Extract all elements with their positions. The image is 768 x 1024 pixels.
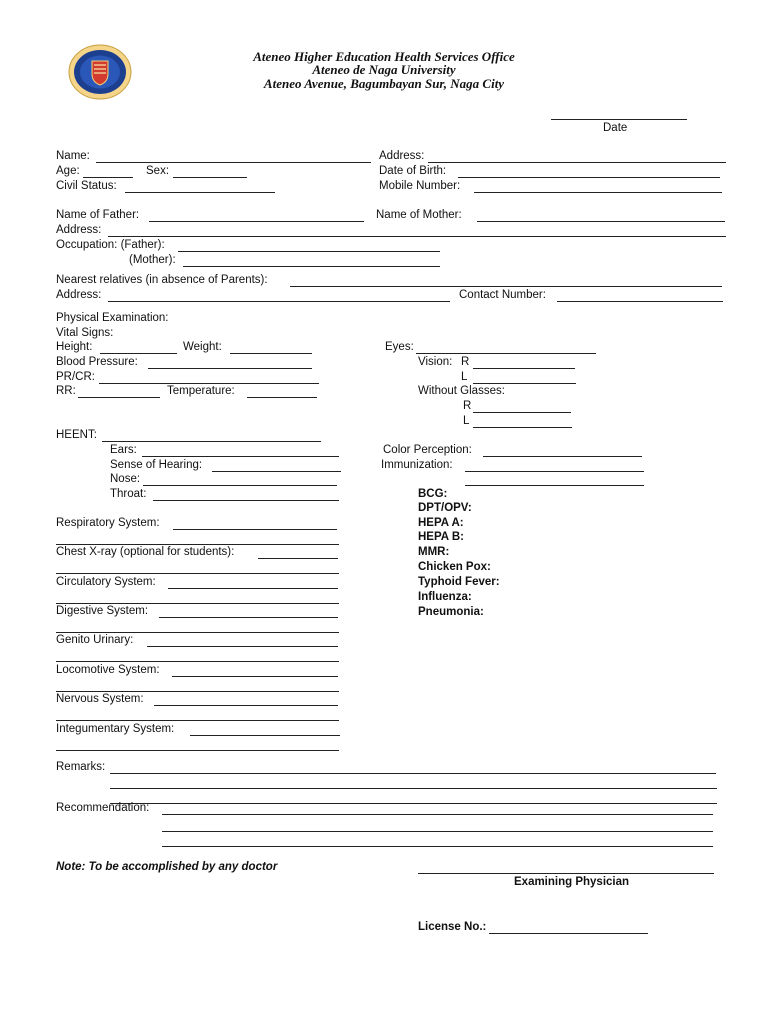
chest-xray-field-2[interactable]: [56, 561, 339, 574]
hearing-field[interactable]: [212, 459, 341, 472]
vaccine-bcg: BCG:: [418, 488, 448, 500]
dob-label: Date of Birth:: [379, 165, 447, 177]
genito-urinary-field-2[interactable]: [56, 649, 339, 662]
temperature-field[interactable]: [247, 385, 317, 398]
throat-label: Throat:: [110, 488, 147, 500]
relative-address-field[interactable]: [108, 289, 450, 302]
parent-address-field[interactable]: [108, 224, 726, 237]
nearest-relatives-field[interactable]: [290, 274, 722, 287]
glasses-l-field[interactable]: [473, 415, 572, 428]
recommendation-field-1[interactable]: [162, 802, 713, 815]
sex-field[interactable]: [173, 165, 247, 178]
civil-status-field[interactable]: [125, 180, 275, 193]
vaccine-hepa-b: HEPA B:: [418, 531, 464, 543]
age-label: Age:: [56, 165, 80, 177]
immunization-field-2[interactable]: [465, 473, 644, 486]
immunization-label: Immunization:: [381, 459, 453, 471]
heent-field[interactable]: [102, 429, 321, 442]
vaccine-hepa-a: HEPA A:: [418, 517, 464, 529]
sex-label: Sex:: [146, 165, 170, 177]
university-name: Ateneo de Naga University: [312, 62, 456, 77]
vaccine-pneumonia: Pneumonia:: [418, 606, 484, 618]
color-perception-label: Color Perception:: [383, 444, 472, 456]
office-title: Ateneo Higher Education Health Services Office: [253, 49, 515, 64]
vision-label: Vision:: [418, 356, 453, 368]
respiratory-field-2[interactable]: [56, 532, 339, 545]
father-field[interactable]: [149, 209, 364, 222]
blood-pressure-field[interactable]: [148, 356, 312, 369]
height-field[interactable]: [100, 341, 177, 354]
prcr-field[interactable]: [99, 371, 319, 384]
integumentary-field-2[interactable]: [56, 738, 339, 751]
vital-signs-label: Vital Signs:: [56, 327, 114, 339]
vaccine-dpt-opv: DPT/OPV:: [418, 502, 472, 514]
height-label: Height:: [56, 341, 93, 353]
remarks-field-2[interactable]: [110, 776, 717, 789]
occupation-mother-label: (Mother):: [129, 254, 176, 266]
hearing-label: Sense of Hearing:: [110, 459, 203, 471]
vaccine-typhoid: Typhoid Fever:: [418, 576, 500, 588]
nose-label: Nose:: [110, 473, 141, 485]
chest-xray-field[interactable]: [258, 546, 338, 559]
eyes-label: Eyes:: [385, 341, 414, 353]
recommendation-label: Recommendation:: [56, 802, 150, 814]
weight-field[interactable]: [230, 341, 312, 354]
color-perception-field[interactable]: [483, 444, 642, 457]
occupation-father-label: Occupation: (Father):: [56, 239, 165, 251]
prcr-label: PR/CR:: [56, 371, 95, 383]
name-field[interactable]: [96, 150, 371, 163]
locomotive-field-2[interactable]: [56, 679, 339, 692]
vaccine-influenza: Influenza:: [418, 591, 472, 603]
name-label: Name:: [56, 150, 90, 162]
vision-r-field[interactable]: [473, 356, 575, 369]
relative-address-label: Address:: [56, 289, 102, 301]
glasses-l-label: L: [463, 415, 470, 427]
date-field[interactable]: [551, 107, 687, 120]
heent-label: HEENT:: [56, 429, 97, 441]
dob-field[interactable]: [458, 165, 720, 178]
circulatory-field-2[interactable]: [56, 591, 339, 604]
without-glasses-label: Without Glasses:: [418, 385, 505, 397]
vaccine-mmr: MMR:: [418, 546, 450, 558]
address-field[interactable]: [428, 150, 726, 163]
remarks-label: Remarks:: [56, 761, 106, 773]
immunization-field[interactable]: [465, 459, 644, 472]
remarks-field-1[interactable]: [110, 761, 716, 774]
temperature-label: Temperature:: [167, 385, 235, 397]
physical-exam-heading: Physical Examination:: [56, 312, 169, 324]
occupation-mother-field[interactable]: [183, 254, 440, 267]
digestive-field-2[interactable]: [56, 620, 339, 633]
rr-field[interactable]: [78, 385, 160, 398]
age-field[interactable]: [83, 165, 133, 178]
recommendation-field-2[interactable]: [162, 819, 713, 832]
father-label: Name of Father:: [56, 209, 140, 221]
university-address: Ateneo Avenue, Bagumbayan Sur, Naga City: [263, 76, 505, 91]
eyes-field[interactable]: [416, 341, 596, 354]
nearest-relatives-label: Nearest relatives (in absence of Parents):: [56, 274, 268, 286]
contact-number-label: Contact Number:: [459, 289, 546, 301]
glasses-r-label: R: [463, 400, 472, 412]
digestive-label: Digestive System:: [56, 605, 149, 617]
glasses-r-field[interactable]: [473, 400, 571, 413]
parent-address-label: Address:: [56, 224, 102, 236]
license-label: License No.:: [418, 921, 487, 933]
genito-urinary-label: Genito Urinary:: [56, 634, 134, 646]
respiratory-field[interactable]: [173, 517, 337, 530]
nervous-field-2[interactable]: [56, 708, 339, 721]
nervous-label: Nervous System:: [56, 693, 144, 705]
examining-physician-label: Examining Physician: [514, 876, 630, 888]
rr-label: RR:: [56, 385, 76, 397]
circulatory-field[interactable]: [168, 576, 338, 589]
mother-label: Name of Mother:: [376, 209, 462, 221]
throat-field[interactable]: [153, 488, 339, 501]
civil-status-label: Civil Status:: [56, 180, 117, 192]
circulatory-label: Circulatory System:: [56, 576, 156, 588]
integumentary-label: Integumentary System:: [56, 723, 175, 735]
doctor-note: Note: To be accomplished by any doctor: [56, 861, 278, 873]
address-label: Address:: [379, 150, 425, 162]
mobile-label: Mobile Number:: [379, 180, 461, 192]
blood-pressure-label: Blood Pressure:: [56, 356, 138, 368]
locomotive-field[interactable]: [172, 664, 338, 677]
date-label: Date: [603, 122, 628, 134]
locomotive-label: Locomotive System:: [56, 664, 160, 676]
vision-l-label: L: [461, 371, 468, 383]
weight-label: Weight:: [183, 341, 222, 353]
physician-signature-field[interactable]: [418, 861, 714, 874]
contact-number-field[interactable]: [557, 289, 723, 302]
genito-urinary-field[interactable]: [147, 634, 338, 647]
chest-xray-label: Chest X-ray (optional for students):: [56, 546, 235, 558]
occupation-father-field[interactable]: [178, 239, 440, 252]
digestive-field[interactable]: [159, 605, 338, 618]
vaccine-chicken-pox: Chicken Pox:: [418, 561, 491, 573]
nervous-field[interactable]: [154, 693, 338, 706]
ears-label: Ears:: [110, 444, 137, 456]
vision-l-field[interactable]: [473, 371, 576, 384]
recommendation-field-3[interactable]: [162, 834, 713, 847]
integumentary-field[interactable]: [190, 723, 340, 736]
respiratory-label: Respiratory System:: [56, 517, 160, 529]
license-field[interactable]: [489, 921, 648, 934]
mother-field[interactable]: [477, 209, 725, 222]
mobile-field[interactable]: [474, 180, 722, 193]
vision-r-label: R: [461, 356, 470, 368]
ears-field[interactable]: [142, 444, 339, 457]
nose-field[interactable]: [143, 473, 337, 486]
